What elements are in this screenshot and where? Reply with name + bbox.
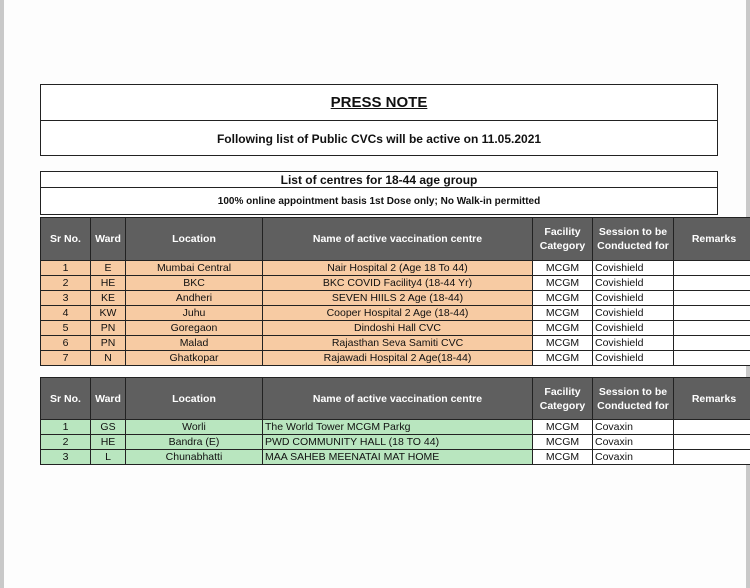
header-session — [593, 378, 674, 420]
press-note-title: PRESS NOTE — [330, 94, 428, 111]
location-cell: Goregaon — [126, 321, 263, 336]
location-cell: BKC — [126, 276, 263, 291]
header-session — [593, 218, 674, 261]
header-session-line1: Session to be — [598, 385, 668, 398]
header-location: Location — [126, 378, 263, 420]
ward-cell: KW — [91, 306, 126, 321]
session-cell: Covaxin — [593, 450, 674, 465]
press-note-subtitle: Following list of Public CVCs will be active on 11.05.2021 — [216, 131, 542, 146]
ward-cell: KE — [91, 291, 126, 306]
sr-no-cell: 4 — [41, 306, 91, 321]
press-note-title-row — [41, 85, 717, 121]
session-cell: Covishield — [593, 276, 674, 291]
centre-name-cell: Nair Hospital 2 (Age 18 To 44) — [263, 261, 533, 276]
press-note-box — [40, 84, 718, 156]
ward-cell: N — [91, 351, 126, 366]
header-ward: Ward — [91, 218, 126, 261]
session-cell: Covishield — [593, 291, 674, 306]
header-session-line2: Conducted for — [597, 240, 669, 252]
ward-cell: PN — [91, 336, 126, 351]
facility-cell: MCGM — [533, 321, 593, 336]
ward-cell: PN — [91, 321, 126, 336]
centre-name-cell: PWD COMMUNITY HALL (18 TO 44) — [263, 435, 533, 450]
header-centre: Name of active vaccination centre — [263, 218, 533, 261]
remarks-cell — [674, 351, 750, 366]
header-session-line1: Session to be — [598, 226, 668, 238]
session-cell: Covishield — [593, 321, 674, 336]
location-cell: Worli — [126, 420, 263, 435]
sr-no-cell: 5 — [41, 321, 91, 336]
session-cell: Covishield — [593, 261, 674, 276]
remarks-cell — [674, 450, 750, 465]
list-subtitle: 100% online appointment basis 1st Dose only; No Walk-in permitted — [217, 196, 541, 207]
session-cell: Covishield — [593, 306, 674, 321]
facility-cell: MCGM — [533, 306, 593, 321]
table-row — [41, 306, 750, 321]
table-row — [41, 321, 750, 336]
table-row — [41, 351, 750, 366]
remarks-cell — [674, 336, 750, 351]
table-row — [41, 435, 750, 450]
table-row — [41, 336, 750, 351]
location-cell: Mumbai Central — [126, 261, 263, 276]
location-cell: Malad — [126, 336, 263, 351]
header-facility-line1: Facility — [544, 385, 581, 398]
location-cell: Andheri — [126, 291, 263, 306]
session-cell: Covaxin — [593, 420, 674, 435]
remarks-cell — [674, 276, 750, 291]
list-header-box — [40, 171, 718, 215]
location-cell: Juhu — [126, 306, 263, 321]
ward-cell: HE — [91, 276, 126, 291]
header-facility-line2: Category — [539, 399, 586, 412]
ward-cell: HE — [91, 435, 126, 450]
location-cell: Chunabhatti — [126, 450, 263, 465]
remarks-cell — [674, 261, 750, 276]
centre-name-cell: BKC COVID Facility4 (18-44 Yr) — [263, 276, 533, 291]
covaxin-centres-table — [40, 377, 750, 465]
header-location: Location — [126, 218, 263, 261]
table-row — [41, 420, 750, 435]
list-title: List of centres for 18-44 age group — [41, 172, 717, 188]
sr-no-cell: 2 — [41, 276, 91, 291]
session-cell: Covishield — [593, 351, 674, 366]
sr-no-cell: 6 — [41, 336, 91, 351]
remarks-cell — [674, 321, 750, 336]
location-cell: Ghatkopar — [126, 351, 263, 366]
centre-name-cell: Cooper Hospital 2 Age (18-44) — [263, 306, 533, 321]
header-ward: Ward — [91, 378, 126, 420]
header-facility — [533, 218, 593, 261]
header-facility — [533, 378, 593, 420]
table-header-row — [41, 378, 750, 420]
facility-cell: MCGM — [533, 420, 593, 435]
ward-cell: GS — [91, 420, 126, 435]
remarks-cell — [674, 435, 750, 450]
remarks-cell — [674, 291, 750, 306]
header-remarks: Remarks — [674, 218, 750, 261]
sr-no-cell: 1 — [41, 420, 91, 435]
ward-cell: E — [91, 261, 126, 276]
table-row — [41, 261, 750, 276]
table-row — [41, 276, 750, 291]
centre-name-cell: The World Tower MCGM Parkg — [263, 420, 533, 435]
header-sr-no: Sr No. — [41, 218, 91, 261]
header-facility-line1: Facility — [544, 226, 581, 238]
sr-no-cell: 3 — [41, 450, 91, 465]
sr-no-cell: 1 — [41, 261, 91, 276]
facility-cell: MCGM — [533, 450, 593, 465]
table-row — [41, 291, 750, 306]
remarks-cell — [674, 420, 750, 435]
document-page — [4, 0, 746, 588]
centre-name-cell: Dindoshi Hall CVC — [263, 321, 533, 336]
facility-cell: MCGM — [533, 336, 593, 351]
sr-no-cell: 7 — [41, 351, 91, 366]
header-sr-no: Sr No. — [41, 378, 91, 420]
table-row — [41, 450, 750, 465]
header-session-line2: Conducted for — [597, 399, 669, 412]
session-cell: Covaxin — [593, 435, 674, 450]
sr-no-cell: 2 — [41, 435, 91, 450]
remarks-cell — [674, 306, 750, 321]
facility-cell: MCGM — [533, 261, 593, 276]
header-facility-line2: Category — [539, 240, 586, 252]
sr-no-cell: 3 — [41, 291, 91, 306]
facility-cell: MCGM — [533, 276, 593, 291]
centre-name-cell: SEVEN HIILS 2 Age (18-44) — [263, 291, 533, 306]
session-cell: Covishield — [593, 336, 674, 351]
ward-cell: L — [91, 450, 126, 465]
location-cell: Bandra (E) — [126, 435, 263, 450]
centre-name-cell: MAA SAHEB MEENATAI MAT HOME — [263, 450, 533, 465]
header-remarks: Remarks — [674, 378, 750, 420]
facility-cell: MCGM — [533, 435, 593, 450]
facility-cell: MCGM — [533, 351, 593, 366]
facility-cell: MCGM — [533, 291, 593, 306]
covishield-centres-table — [40, 217, 750, 366]
centre-name-cell: Rajawadi Hospital 2 Age(18-44) — [263, 351, 533, 366]
header-centre: Name of active vaccination centre — [263, 378, 533, 420]
table-header-row — [41, 218, 750, 261]
centre-name-cell: Rajasthan Seva Samiti CVC — [263, 336, 533, 351]
